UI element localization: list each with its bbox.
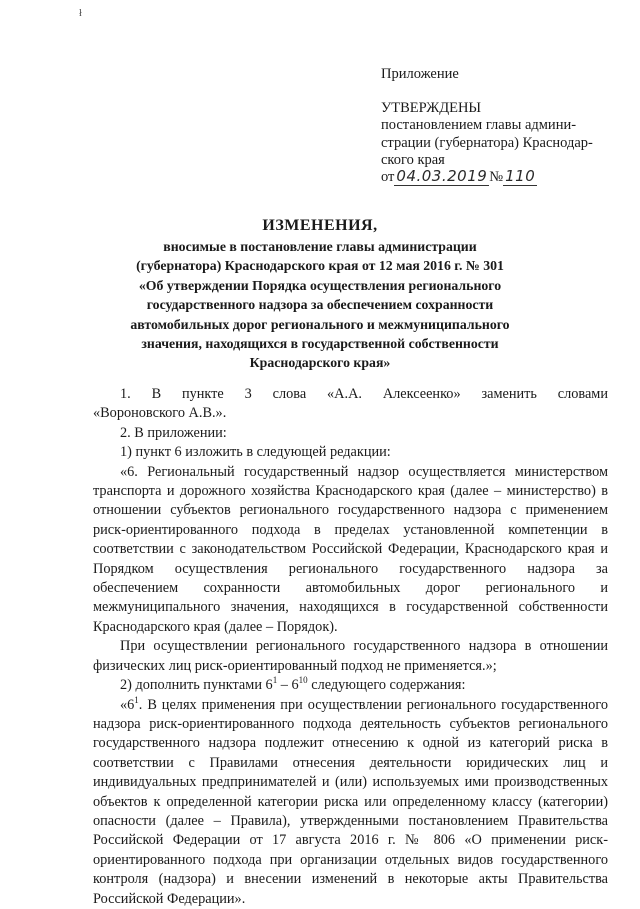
approval-line-3: ского края bbox=[381, 152, 445, 168]
title-main: ИЗМЕНЕНИЯ, bbox=[262, 217, 378, 234]
document-title bbox=[90, 215, 550, 373]
approval-line-2: страции (губернатора) Краснодар- bbox=[381, 134, 593, 151]
approval-line-1: постановлением главы админи- bbox=[381, 117, 577, 133]
p6-text-c: следующего содержания: bbox=[307, 677, 466, 694]
p6-text-a: 2) дополнить пунктами 6 bbox=[120, 677, 273, 694]
p7-text-a: «6 bbox=[120, 696, 135, 713]
date-prefix: от bbox=[381, 169, 395, 185]
p6-sup-1: 1 bbox=[272, 675, 278, 686]
date-number-line bbox=[381, 167, 537, 186]
title-line-5: автомобильных дорог регионального и межмуниципального bbox=[130, 316, 510, 332]
p7-text-b: . В целях применения при осуществлении регионального государственного надзора риск-ориентированного подхода деятельность субъектов регионального государственного надзора подлежит отнесению к одной из категорий риска в соответствии с Правилами отнесения деятельности юридических лиц и индивидуальных предпринимателей и (или) используемых ими производственных объектов к определенной категории риска или определенному классу (категории) опасности (далее – Правила), утвержденными постановлением Правительства Российской Федерации от 17 августа 2016 г. № 806 «О применении риск-ориентированного подхода при организации отдельных видов государственного контроля (надзора) и внесении изменений в некоторые акты Правительства Российской Федерации». bbox=[93, 696, 608, 907]
handwritten-number: 110 bbox=[505, 167, 536, 185]
paragraph-4: «6. Региональный государственный надзор осуществляется министерством транспорта и дорожного хозяйства Краснодарского края (далее – министерство) в отношении субъектов регионального государственного надзора с применением риск-ориентированного подхода в пределах установленной компетенции в соответствии с законодательством Российской Федерации, Краснодарского края и Порядком осуществления регионального государственного надзора за обеспечением сохранности автомобильных дорог регионального и межмуниципального значения, находящихся в государственной собственности Краснодарского края (далее – Порядок). bbox=[93, 463, 608, 635]
title-line-2: (губернатора) Краснодарского края от 12 мая 2016 г. № 301 bbox=[136, 258, 504, 274]
handwritten-date: 04.03.2019 bbox=[396, 167, 488, 185]
paragraph-5: При осуществлении регионального государственного надзора в отношении физических лиц риск-ориентированный подход не применяется.»; bbox=[93, 638, 608, 674]
paragraph-1-line-1: 1. В пункте 3 слова «А.А. Алексеенко» заменить словами bbox=[120, 386, 608, 402]
paragraph-7 bbox=[93, 696, 608, 909]
appendix-label: Приложение bbox=[381, 66, 459, 82]
paragraph-3: 1) пункт 6 изложить в следующей редакции: bbox=[120, 444, 391, 461]
approved-label: УТВЕРЖДЕНЫ bbox=[381, 99, 482, 116]
paragraph-1-line-2: «Вороновского А.В.». bbox=[93, 405, 227, 422]
paragraph-2: 2. В приложении: bbox=[120, 424, 227, 441]
p6-sup-2: 10 bbox=[298, 675, 308, 686]
p7-sup: 1 bbox=[134, 694, 139, 705]
title-line-1: вносимые в постановление главы администрации bbox=[163, 239, 477, 254]
approval-block bbox=[381, 66, 621, 170]
title-line-6: значения, находящихся в государственной собственности bbox=[141, 336, 499, 352]
paragraph-6 bbox=[93, 676, 608, 695]
number-prefix: № bbox=[489, 169, 504, 185]
title-line-3: «Об утверждении Порядка осуществления регионального bbox=[138, 277, 502, 293]
p6-text-b: – 6 bbox=[277, 677, 299, 694]
title-line-4: государственного надзора за обеспечением сохранности bbox=[146, 297, 494, 313]
title-line-7: Краснодарского края» bbox=[249, 355, 391, 371]
document-body bbox=[93, 385, 608, 909]
stray-mark: ł bbox=[79, 8, 82, 19]
